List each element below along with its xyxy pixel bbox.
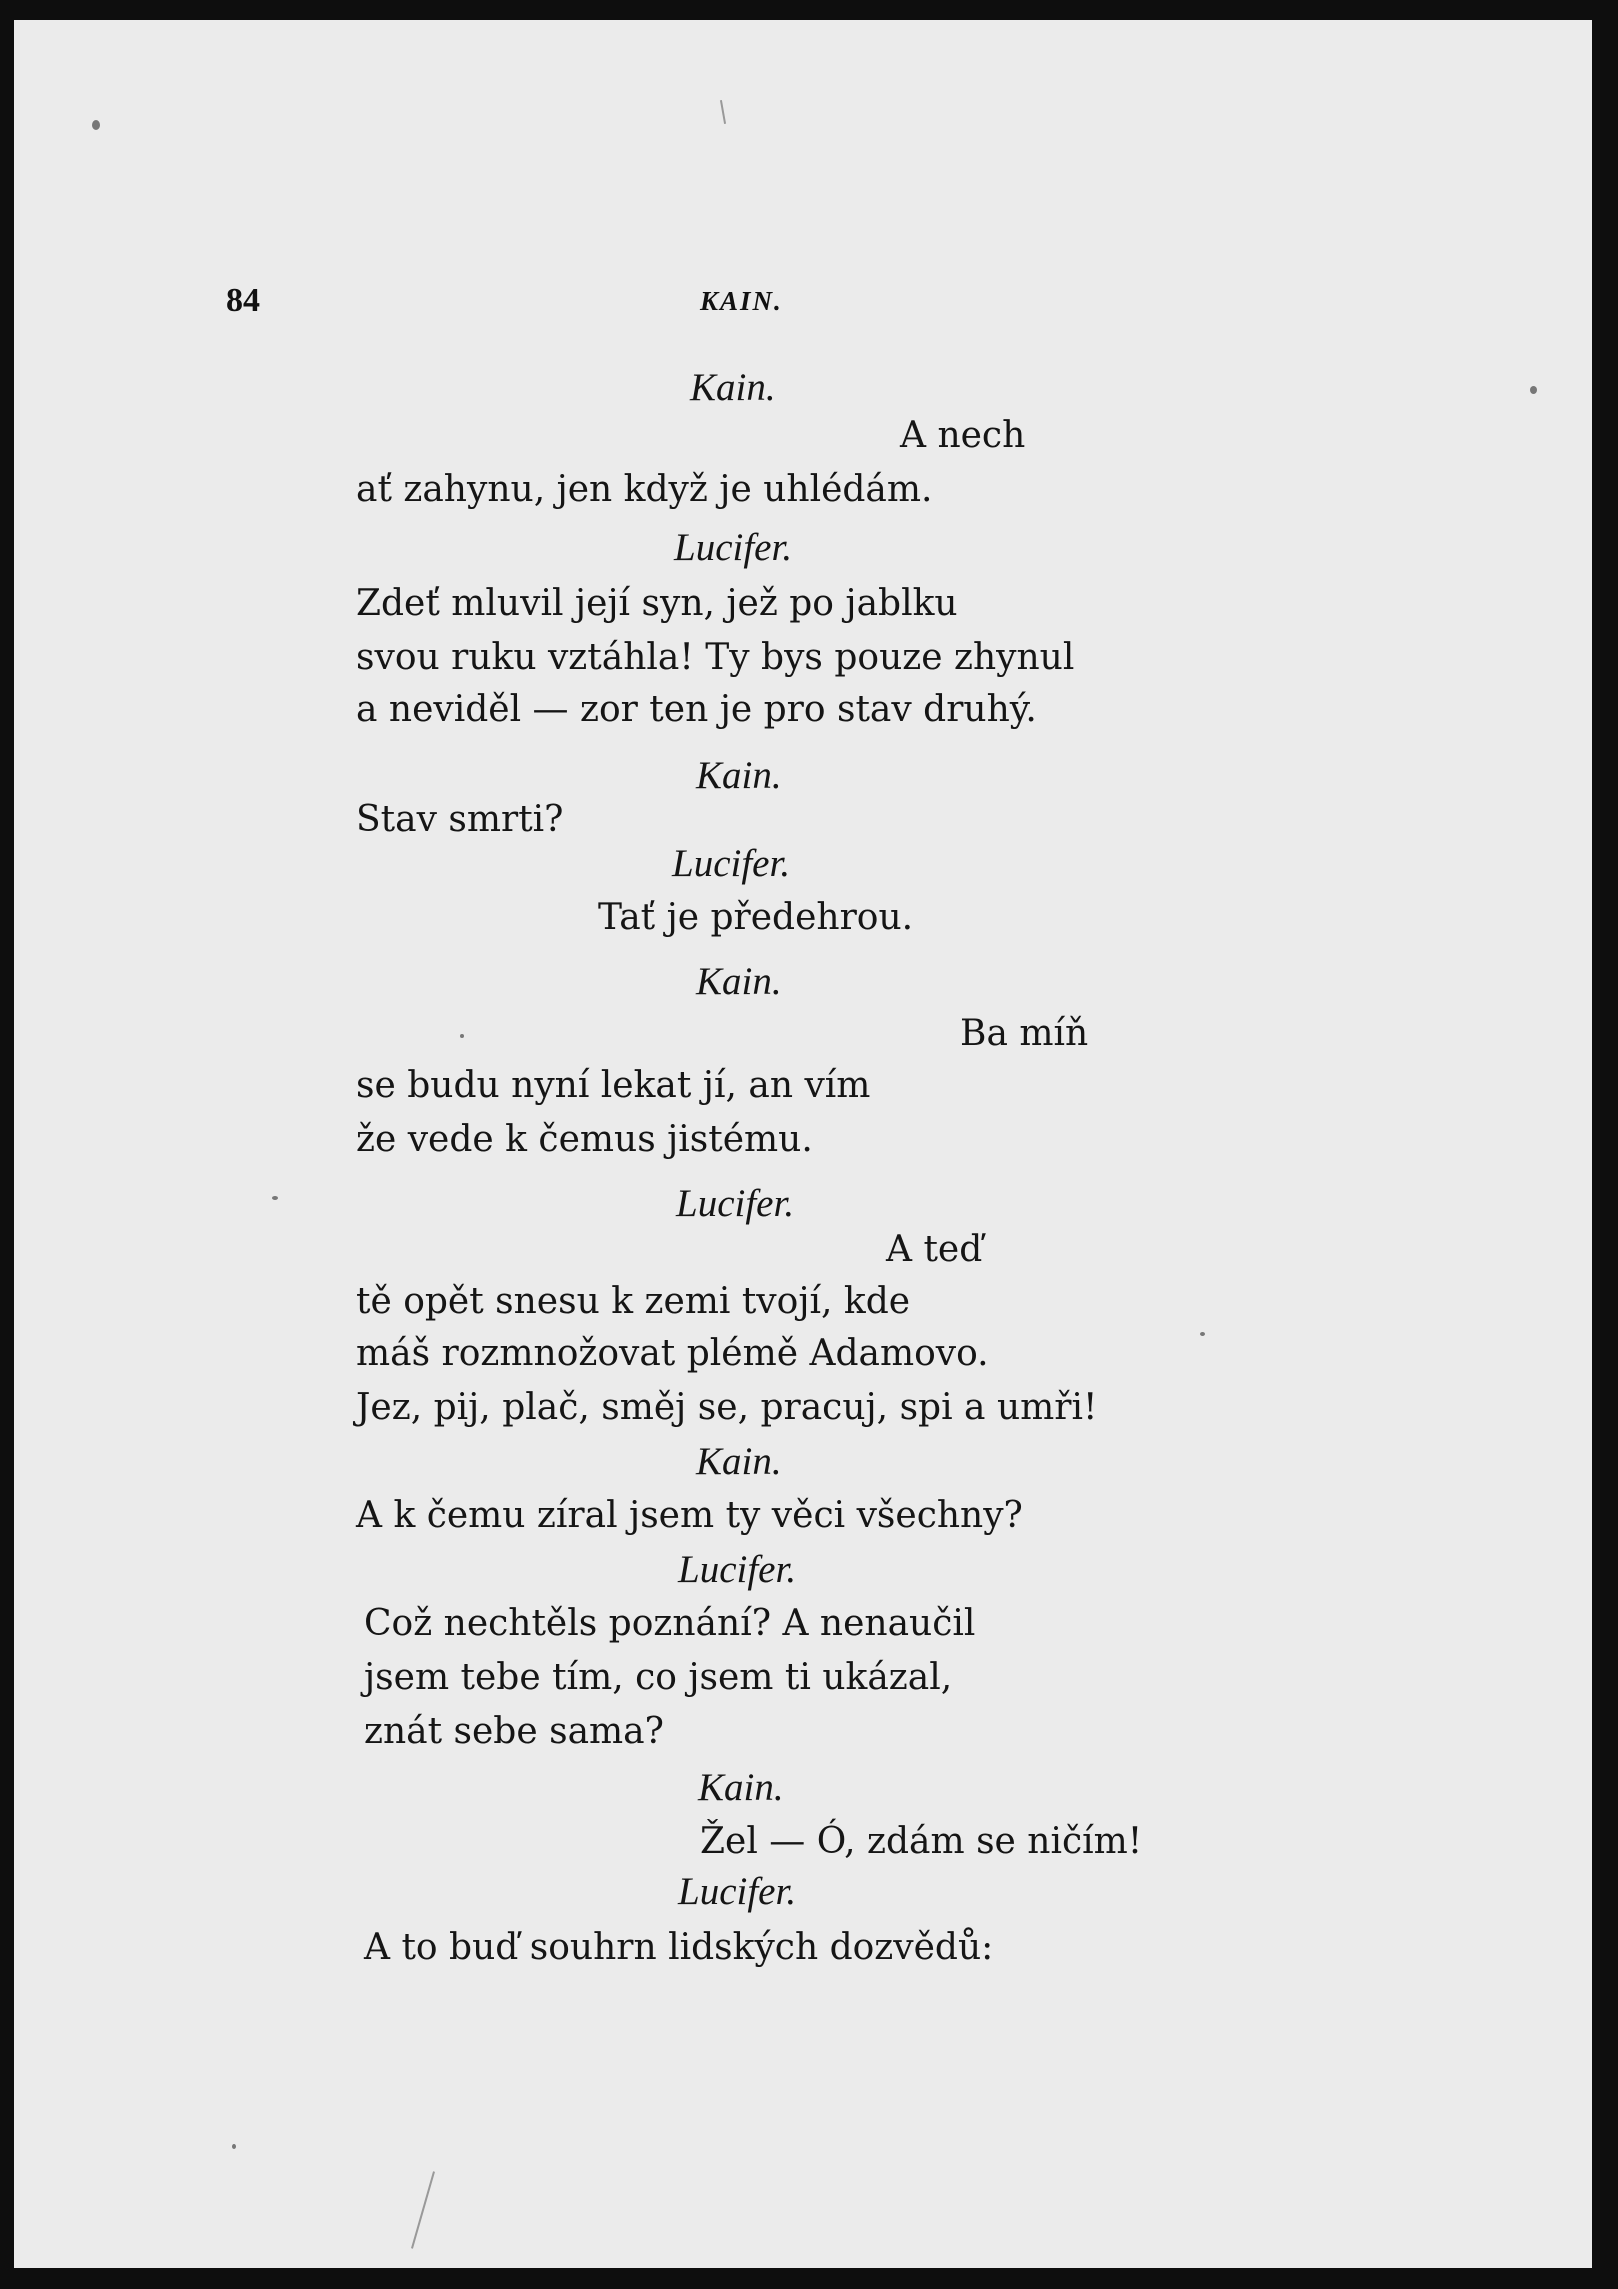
- speaker-name: Lucifer.: [676, 1182, 795, 1225]
- dust-speck: [460, 1034, 464, 1038]
- verse-line: že vede k čemus jistému.: [356, 1119, 813, 1160]
- verse-line: svou ruku vztáhla! Ty bys pouze zhynul: [356, 637, 1075, 678]
- verse-line: A nech: [900, 415, 1026, 456]
- verse-line: Ba míň: [960, 1013, 1089, 1054]
- verse-line: máš rozmnožovat plémě Adamovo.: [356, 1333, 989, 1374]
- dust-speck: [92, 120, 100, 130]
- verse-line: A teď: [886, 1229, 983, 1270]
- verse-line: A k čemu zíral jsem ty věci všechny?: [356, 1495, 1023, 1536]
- book-page: [14, 20, 1592, 2268]
- dust-speck: [1530, 386, 1537, 394]
- verse-line: se budu nyní lekat jí, an vím: [356, 1065, 871, 1106]
- page-number: 84: [226, 282, 260, 319]
- verse-line: jsem tebe tím, co jsem ti ukázal,: [364, 1657, 953, 1698]
- verse-line: A to buď souhrn lidských dozvědů:: [364, 1927, 994, 1968]
- dust-speck: [1200, 1332, 1205, 1336]
- dust-speck: [272, 1196, 278, 1200]
- speaker-name: Kain.: [690, 366, 776, 409]
- verse-line: Jez, pij, plač, směj se, pracuj, spi a umři!: [356, 1387, 1098, 1428]
- paper-scratch: [720, 100, 726, 124]
- speaker-name: Kain.: [696, 754, 782, 797]
- running-title: KAIN.: [700, 286, 783, 316]
- verse-line: a neviděl — zor ten je pro stav druhý.: [356, 689, 1037, 730]
- verse-line: Tať je předehrou.: [598, 897, 914, 938]
- verse-line: znát sebe sama?: [364, 1711, 664, 1752]
- speaker-name: Lucifer.: [678, 1870, 797, 1913]
- speaker-name: Lucifer.: [678, 1548, 797, 1591]
- speaker-name: Lucifer.: [672, 842, 791, 885]
- verse-line: tě opět snesu k zemi tvojí, kde: [356, 1281, 911, 1322]
- verse-line: Zdeť mluvil její syn, jež po jablku: [356, 583, 958, 624]
- verse-line: Stav smrti?: [356, 799, 564, 840]
- speaker-name: Kain.: [696, 960, 782, 1003]
- speaker-name: Kain.: [696, 1440, 782, 1483]
- verse-line: ať zahynu, jen když je uhlédám.: [356, 469, 933, 510]
- verse-line: Což nechtěls poznání? A nenaučil: [364, 1603, 976, 1644]
- page-header: [14, 282, 1592, 322]
- paper-scratch: [411, 2171, 435, 2248]
- dust-speck: [232, 2144, 236, 2149]
- speaker-name: Lucifer.: [674, 526, 793, 569]
- speaker-name: Kain.: [698, 1766, 784, 1809]
- verse-line: Žel — Ó, zdám se ničím!: [700, 1821, 1143, 1862]
